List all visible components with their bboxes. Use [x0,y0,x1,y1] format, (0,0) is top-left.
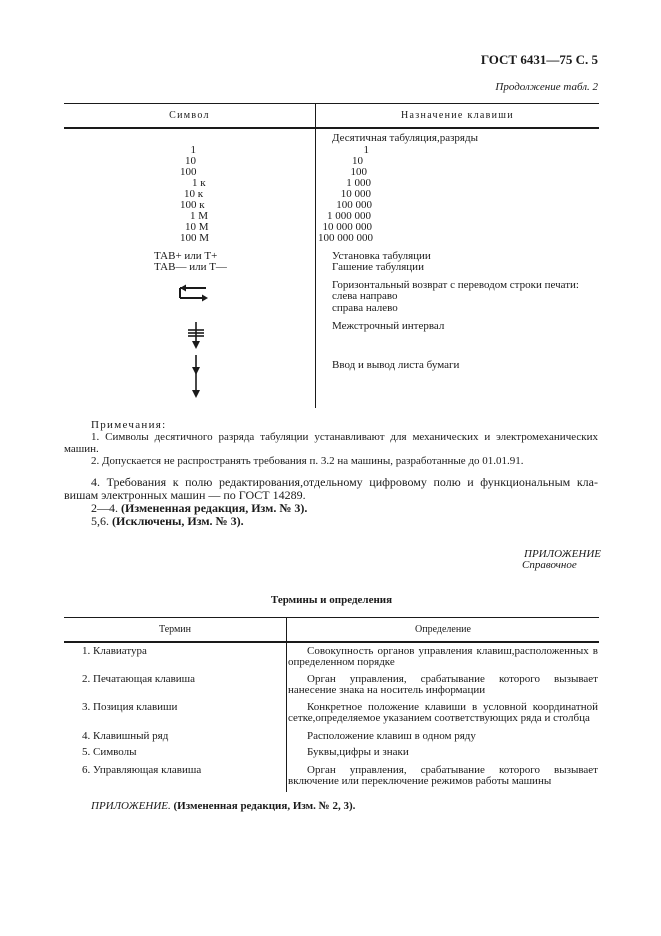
value-100000000: 100 000 000 [318,232,373,244]
term-6-def-line-2: включение или переключение режимов работы машины [288,775,552,787]
line-spacing-purpose: Межстрочный интервал [332,320,445,332]
amendment-2-4-nums: 2—4. [91,501,118,515]
symbol-1-text: 1 [190,144,196,156]
terms-col-term: Термин [158,624,192,635]
para-4-line-2: вишам электронных машин — по ГОСТ 14289. [64,488,306,502]
value-100: 100 [350,166,367,178]
amendment-2-4 [91,501,307,515]
term-5: 5. Символы [82,746,137,758]
paper-feed-icon [186,355,206,399]
symbol-100: 100 [180,166,197,178]
return-left-to-right: слева направо [332,290,398,302]
appendix-label: ПРИЛОЖЕНИЕ [524,548,601,560]
table2-col-symbol: Символ [169,110,210,121]
table2-top-rule [64,103,599,104]
symbol-100M: 100 М [180,232,210,244]
amendment-2-4-text: (Измененная редакция, Изм. № 3). [121,501,308,515]
appendix-amendment-text: (Измененная редакция, Изм. № 2, 3). [173,800,356,812]
term-4: 4. Клавишный ряд [82,730,169,742]
symbol-10: 10 [185,155,196,167]
tab-clear-purpose: Гашение табуляции [332,261,424,273]
terms-table-column-divider [286,617,287,792]
value-10: 10 [352,155,363,167]
appendix-title: Термины и определения [270,594,393,606]
symbol-1k: 1 к [192,177,206,189]
terms-col-definition: Определение [415,624,471,635]
line-spacing-icon [186,322,206,350]
paper-feed-purpose: Ввод и вывод листа бумаги [332,359,460,371]
return-purpose: Горизонтальный возврат с переводом строки печати: [332,279,579,291]
value-1: 1 [363,144,369,156]
page-header-ref: ГОСТ 6431—75 С. 5 [480,52,598,67]
term-2-def-line-1: Орган управления, срабатывание которого вызывает [307,673,598,685]
terms-table-header-rule [64,641,599,643]
amendment-5-6 [91,514,244,528]
term-3: 3. Позиция клавиши [82,701,178,713]
term-4-def-line-1: Расположение клавиш в одном ряду [307,730,476,742]
symbol-10M: 10 М [185,221,209,233]
terms-table-top-rule [64,617,599,618]
carriage-return-icon [176,283,212,303]
table-continuation-label: Продолжение табл. 2 [495,81,598,93]
symbol-10k: 10 к [184,188,204,200]
term-1: 1. Клавиатура [82,645,147,657]
term-6-def-line-1: Орган управления, срабатывание которого вызывает [307,764,598,776]
tab-set-symbol: ТАВ+ или Т+ [154,250,218,262]
term-3-def-line-1: Конкретное положение клавиши в условной координатной [307,701,598,713]
term-1-def-line-2: определенном порядке [288,656,395,668]
amendment-5-6-nums: 5,6. [91,514,109,528]
symbol-1M: 1 М [190,210,209,222]
term-1-def-line-1: Совокупность органов управления клавиш,расположенных в [307,645,598,657]
term-2: 2. Печатающая клавиша [82,673,196,685]
appendix-amendment-note [91,800,355,813]
value-10000: 10 000 [340,188,371,200]
value-1000: 1 000 [346,177,371,189]
appendix-amendment-label: ПРИЛОЖЕНИЕ. [91,800,171,812]
para-4-line-1: 4. Требования к полю редактирования,отдельному цифровому полю и функциональным кла- [91,475,598,489]
decimal-tab-title: Десятичная табуляция,разряды [332,132,478,144]
amendment-5-6-text: (Исключены, Изм. № 3). [112,514,244,528]
term-6: 6. Управляющая клавиша [82,764,202,776]
appendix-sub: Справочное [522,559,577,571]
note-1-line-1: 1. Символы десятичного разряда табуляции устанавливают для механических и электромеханических [91,431,598,443]
tab-set-purpose: Установка табуляции [332,250,431,262]
note-2: 2. Допускается не распространять требования п. 3.2 на машины, разработанные до 01.01.91. [91,455,524,467]
term-5-def-line-1: Буквы,цифры и знаки [307,746,409,758]
value-1000000: 1 000 000 [327,210,371,222]
table2-col-purpose: Назначение клавиши [401,110,514,121]
term-3-def-line-2: сетке,определяемое указанием соответствующих ряда и столбца [288,712,590,724]
value-100000: 100 000 [336,199,372,211]
notes-title: Примечания: [91,419,167,431]
return-right-to-left: справа налево [332,302,398,314]
note-1-line-2: машин. [64,443,99,455]
tab-clear-symbol: ТАВ— или Т— [154,261,227,273]
symbol-100k: 100 к [180,199,205,211]
table2-header-rule [64,127,599,129]
term-2-def-line-2: нанесение знака на носитель информации [288,684,486,696]
value-10000000: 10 000 000 [322,221,372,233]
